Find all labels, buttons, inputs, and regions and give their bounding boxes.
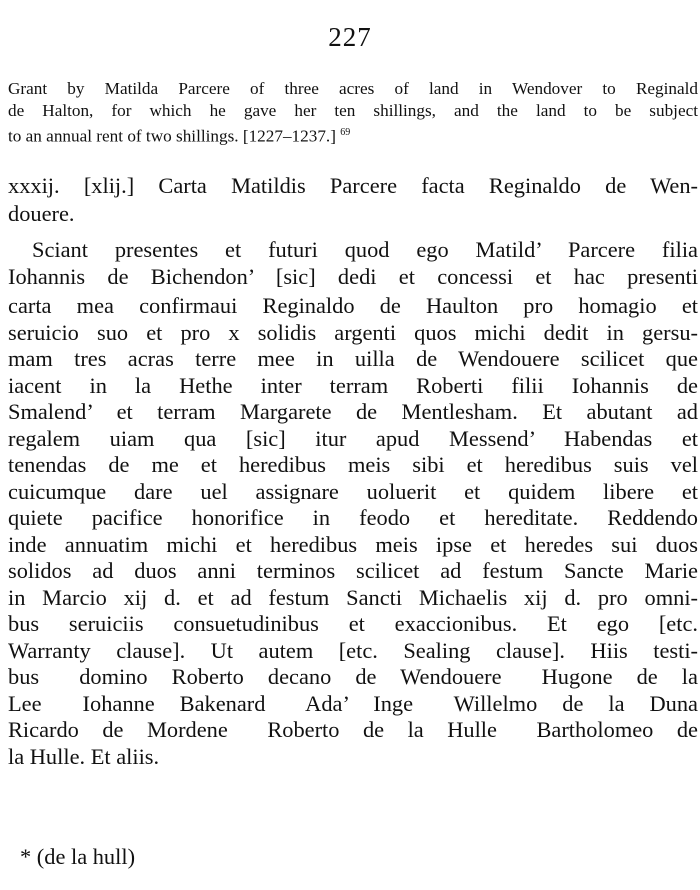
charter-closing: la Hulle. Et aliis. bbox=[8, 743, 160, 769]
charter-line: regalem uiam qua [sic] itur apud Messend’ Habendas et bbox=[8, 425, 698, 451]
charter-line: seruicio suo et pro x solidis argenti quos michi dedit in gersu- bbox=[8, 319, 698, 345]
witness-name: Iohanne Bakenard bbox=[82, 690, 266, 716]
charter-line: carta mea confirmaui Reginaldo de Haulton pro homagio et bbox=[8, 293, 698, 318]
charter-line: mam tres acras terre mee in uilla de Wendouere scilicet que bbox=[8, 346, 698, 371]
charter-line: Sciant presentes et futuri quod ego Matild’ Parcere filia bbox=[32, 237, 698, 262]
charter-line: Warranty clause]. Ut autem [etc. Sealing clause]. Hiis testi- bbox=[8, 637, 698, 663]
witness-name: Bartholomeo de bbox=[536, 717, 698, 742]
witness-name: Roberto de la Hulle bbox=[267, 717, 497, 742]
heading-line: xxxij. [xlij.] Carta Matildis Parcere facta Reginaldo de Wen- bbox=[8, 173, 698, 198]
witness-name: Willelmo de la Duna bbox=[453, 690, 698, 716]
summary-paragraph bbox=[8, 78, 698, 148]
charter-heading bbox=[8, 172, 698, 228]
witness-name: Lee bbox=[8, 690, 42, 716]
charter-line: solidos ad duos anni terminos scilicet ad festum Sancte Marie bbox=[8, 558, 698, 583]
charter-line: Iohannis de Bichendon’ [sic] dedi et concessi et hac presenti bbox=[8, 263, 698, 289]
summary-line: to an annual rent of two shillings. [1227–1237.] $^{69}$ bbox=[8, 126, 351, 146]
witness-name: Hugone de la bbox=[541, 664, 698, 689]
charter-line: cuicumque dare uel assignare uoluerit et quidem libere et bbox=[8, 478, 698, 504]
witness-line bbox=[8, 664, 698, 691]
witness-name: domino Roberto decano de Wendouere bbox=[79, 664, 502, 689]
marginal-note: * (de la hull) bbox=[20, 844, 136, 869]
witness-name: Ada’ Inge bbox=[305, 690, 414, 716]
summary-line: de Halton, for which he gave her ten shillings, and the land to be subject bbox=[8, 101, 698, 120]
charter-line: tenendas de me et heredibus meis sibi et heredibus suis vel bbox=[8, 452, 698, 477]
witness-line bbox=[8, 691, 698, 718]
charter-line: inde annuatim michi et heredibus meis ipse et heredes sui duos bbox=[8, 531, 698, 557]
page-number: 227 bbox=[328, 22, 372, 52]
charter-line: in Marcio xij d. et ad festum Sancti Michaelis xij d. pro omni- bbox=[8, 584, 698, 610]
heading-line: douere. bbox=[8, 201, 75, 226]
footnote-reference: 69 bbox=[340, 127, 351, 138]
charter-line: quiete pacifice honorifice in feodo et hereditate. Reddendo bbox=[8, 505, 698, 530]
witness-line bbox=[8, 717, 698, 744]
charter-text bbox=[8, 237, 698, 770]
charter-line: iacent in la Hethe inter terram Roberti filii Iohannis de bbox=[8, 372, 698, 398]
summary-line: Grant by Matilda Parcere of three acres of land in Wendover to Reginald bbox=[8, 79, 698, 98]
charter-line: Smalend’ et terram Margarete de Mentlesham. Et abutant ad bbox=[8, 399, 698, 424]
charter-line: bus seruiciis consuetudinibus et exaccionibus. Et ego [etc. bbox=[8, 611, 698, 636]
witness-name: Ricardo de Mordene bbox=[8, 717, 228, 742]
witness-name: bus bbox=[8, 664, 40, 689]
